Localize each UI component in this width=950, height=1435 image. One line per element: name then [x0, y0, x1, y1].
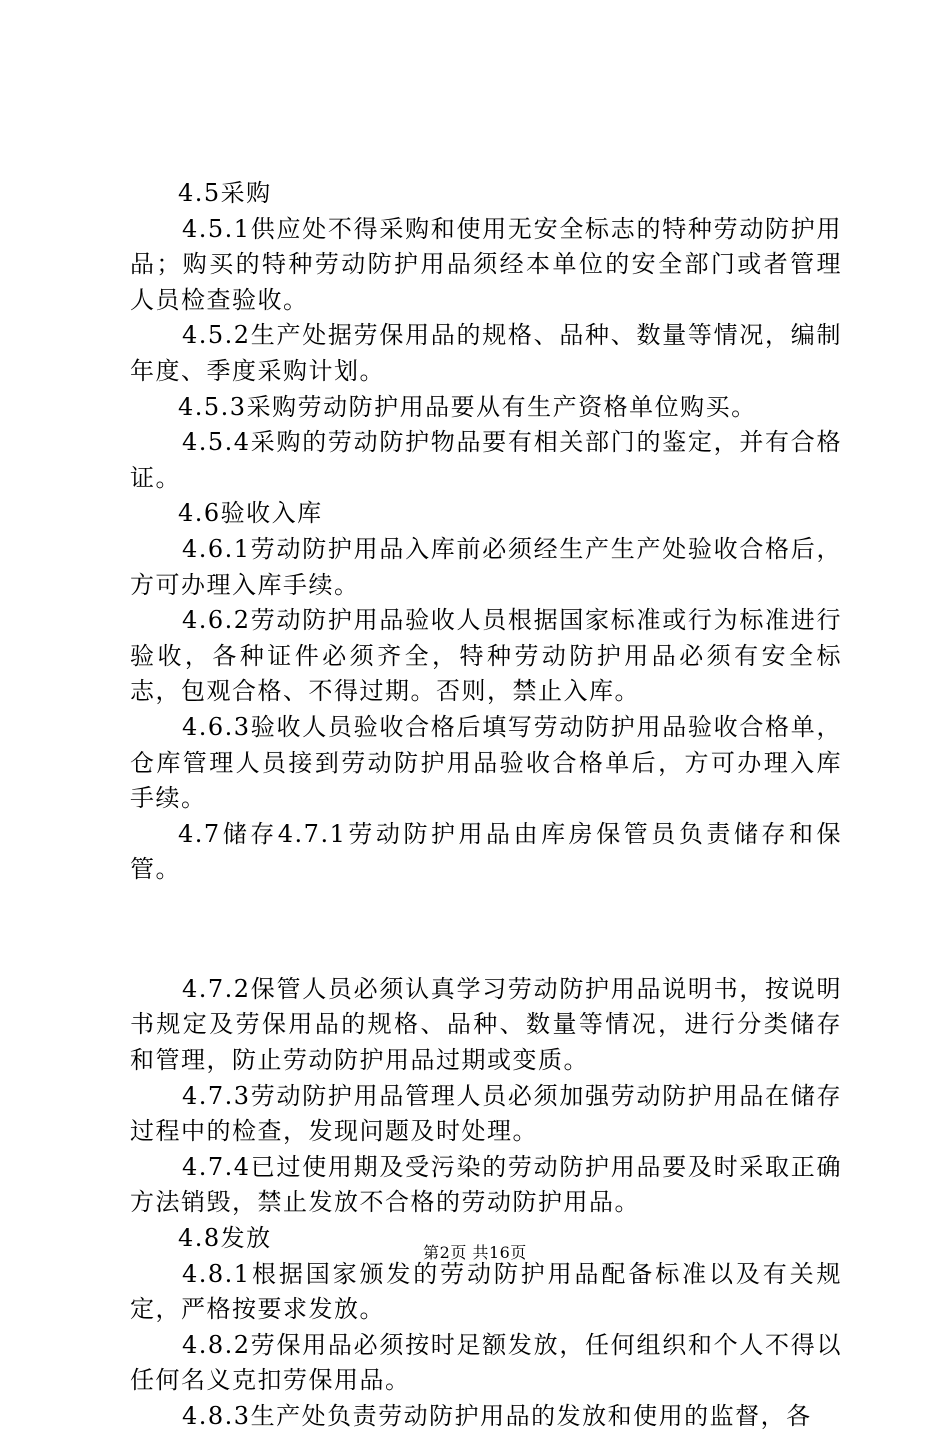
paragraph: 4.6.1劳动防护用品入库前必须经生产生产处验收合格后，方可办理入库手续。	[130, 534, 842, 599]
paragraph: 4.7.4已过使用期及受污染的劳动防护用品要及时采取正确方法销毁，禁止发放不合格的劳动防护用品。	[130, 1152, 842, 1217]
paragraph-indented: 4.5.3采购劳动防护用品要从有生产资格单位购买。	[178, 392, 757, 421]
paragraph: 4.7.3劳动防护用品管理人员必须加强劳动防护用品在储存过程中的检查，发现问题及时处理。	[130, 1081, 842, 1146]
page-footer: 第2页 共16页	[423, 1243, 527, 1262]
paragraph-indented: 4.6验收入库	[178, 499, 323, 528]
paragraph: 4.5.1供应处不得采购和使用无安全标志的特种劳动防护用品；购买的特种劳动防护用品须经本单位的安全部门或者管理人员检查验收。	[130, 214, 842, 314]
paragraph: 4.8.1根据国家颁发的劳动防护用品配备标准以及有关规定，严格按要求发放。	[130, 1259, 842, 1324]
paragraph: 4.8.2劳保用品必须按时足额发放，任何组织和个人不得以任何名义克扣劳保用品。	[130, 1330, 842, 1395]
paragraph: 4.7.2保管人员必须认真学习劳动防护用品说明书，按说明书规定及劳保用品的规格、品种、数量等情况，进行分类储存和管理，防止劳动防护用品过期或变质。	[130, 974, 842, 1075]
paragraph: 4.6.2劳动防护用品验收人员根据国家标准或行为标准进行验收，各种证件必须齐全，特种劳动防护用品必须有安全标志，包观合格、不得过期。否则，禁止入库。	[130, 606, 842, 706]
paragraph-indented: 4.8发放	[178, 1224, 272, 1253]
paragraph: 4.6.3验收人员验收合格后填写劳动防护用品验收合格单，仓库管理人员接到劳动防护用品验收合格单后，方可办理入库手续。	[130, 712, 842, 813]
paragraph-indented: 4.5采购	[178, 179, 272, 207]
paragraph-spacer	[130, 912, 842, 948]
paragraph: 4.5.4采购的劳动防护物品要有相关部门的鉴定，并有合格证。	[130, 428, 842, 492]
paragraph-indented: 4.7储存4.7.1劳动防护用品由库房保管员负责储存和保管。	[130, 819, 842, 884]
paragraph: 4.5.2生产处据劳保用品的规格、品种、数量等情况，编制年度、季度采购计划。	[130, 321, 842, 385]
paragraph: 4.8.3生产处负责劳动防护用品的发放和使用的监督，各	[182, 1402, 812, 1430]
